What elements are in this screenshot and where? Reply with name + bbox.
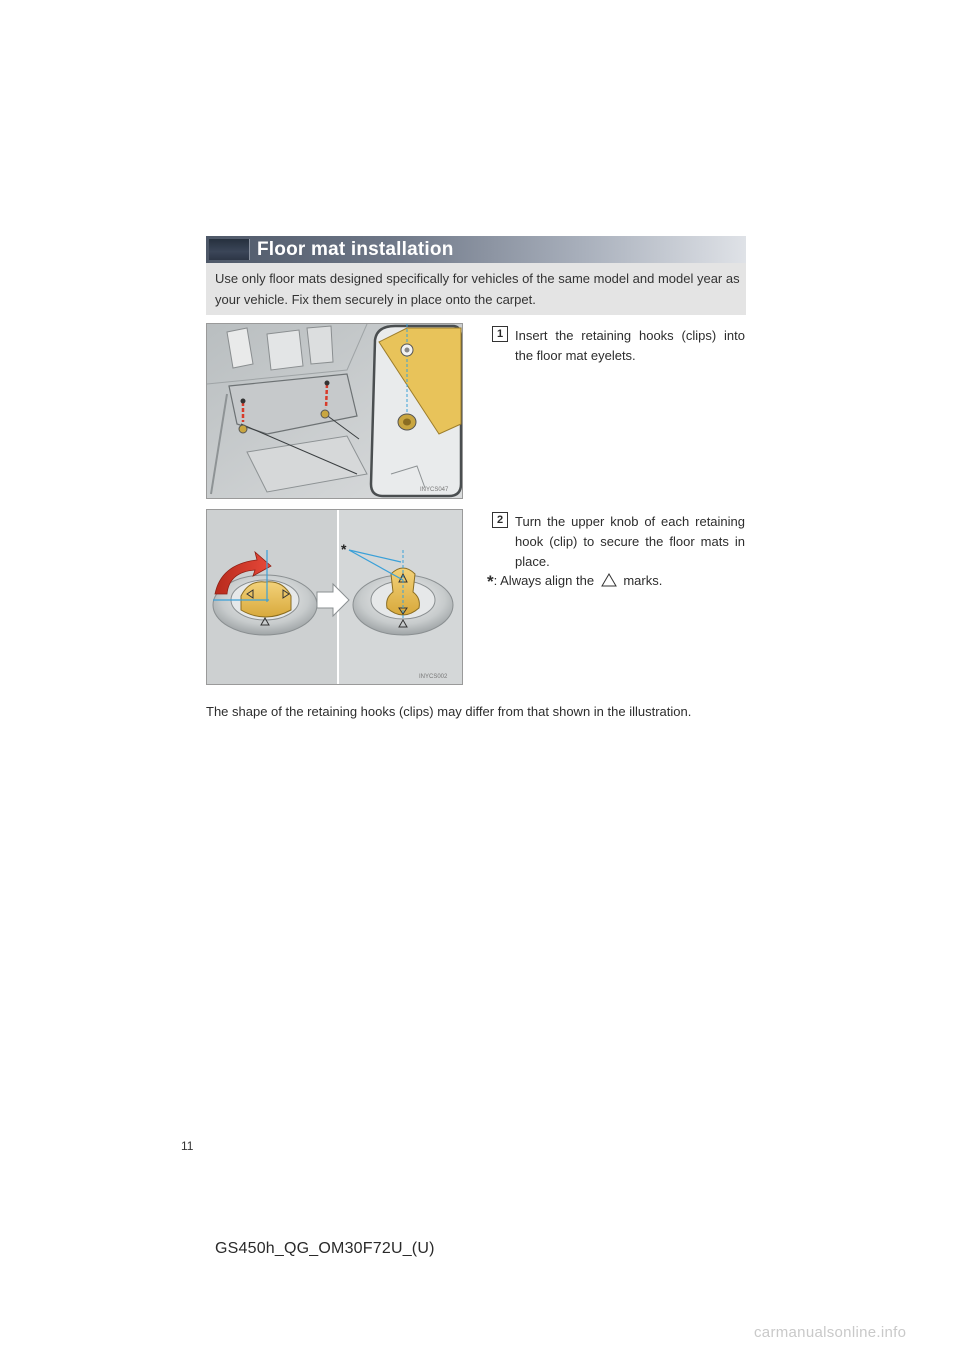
step-1-text: Insert the retaining hooks (clips) into the floor mat eyelets. — [515, 328, 745, 363]
watermark: carmanualsonline.info — [754, 1324, 907, 1341]
figure-1-code: INYCS047 — [420, 487, 449, 493]
document-code: GS450h_QG_OM30F72U_(U) — [215, 1240, 435, 1257]
figure-2-code: INYCS002 — [419, 674, 448, 680]
note-text-after: marks. — [623, 573, 663, 588]
step-2-number: 2 — [492, 512, 508, 528]
align-marks-note — [487, 571, 662, 593]
note-text-before: : Always align the — [493, 573, 595, 588]
intro-text: Use only floor mats designed specifically for vehicles of the same model and model year as your vehicle. Fix them securely in place onto the carpet. — [215, 271, 740, 307]
section-title: Floor mat installation — [257, 239, 454, 260]
floor-mat-clip-illustration — [206, 323, 463, 499]
page-number: 11 — [181, 1139, 194, 1153]
retaining-hook-knob-illustration — [206, 509, 463, 685]
section-header-icon — [209, 239, 250, 260]
step-1-number: 1 — [492, 326, 508, 342]
illustration-disclaimer: The shape of the retaining hooks (clips) may differ from that shown in the illustration. — [206, 704, 692, 719]
note-marker: * — [487, 572, 494, 591]
svg-text:*: * — [341, 541, 347, 557]
step-2-text: Turn the upper knob of each retaining hook (clip) to secure the floor mats in place. — [515, 514, 745, 569]
triangle-mark-icon — [601, 573, 617, 593]
